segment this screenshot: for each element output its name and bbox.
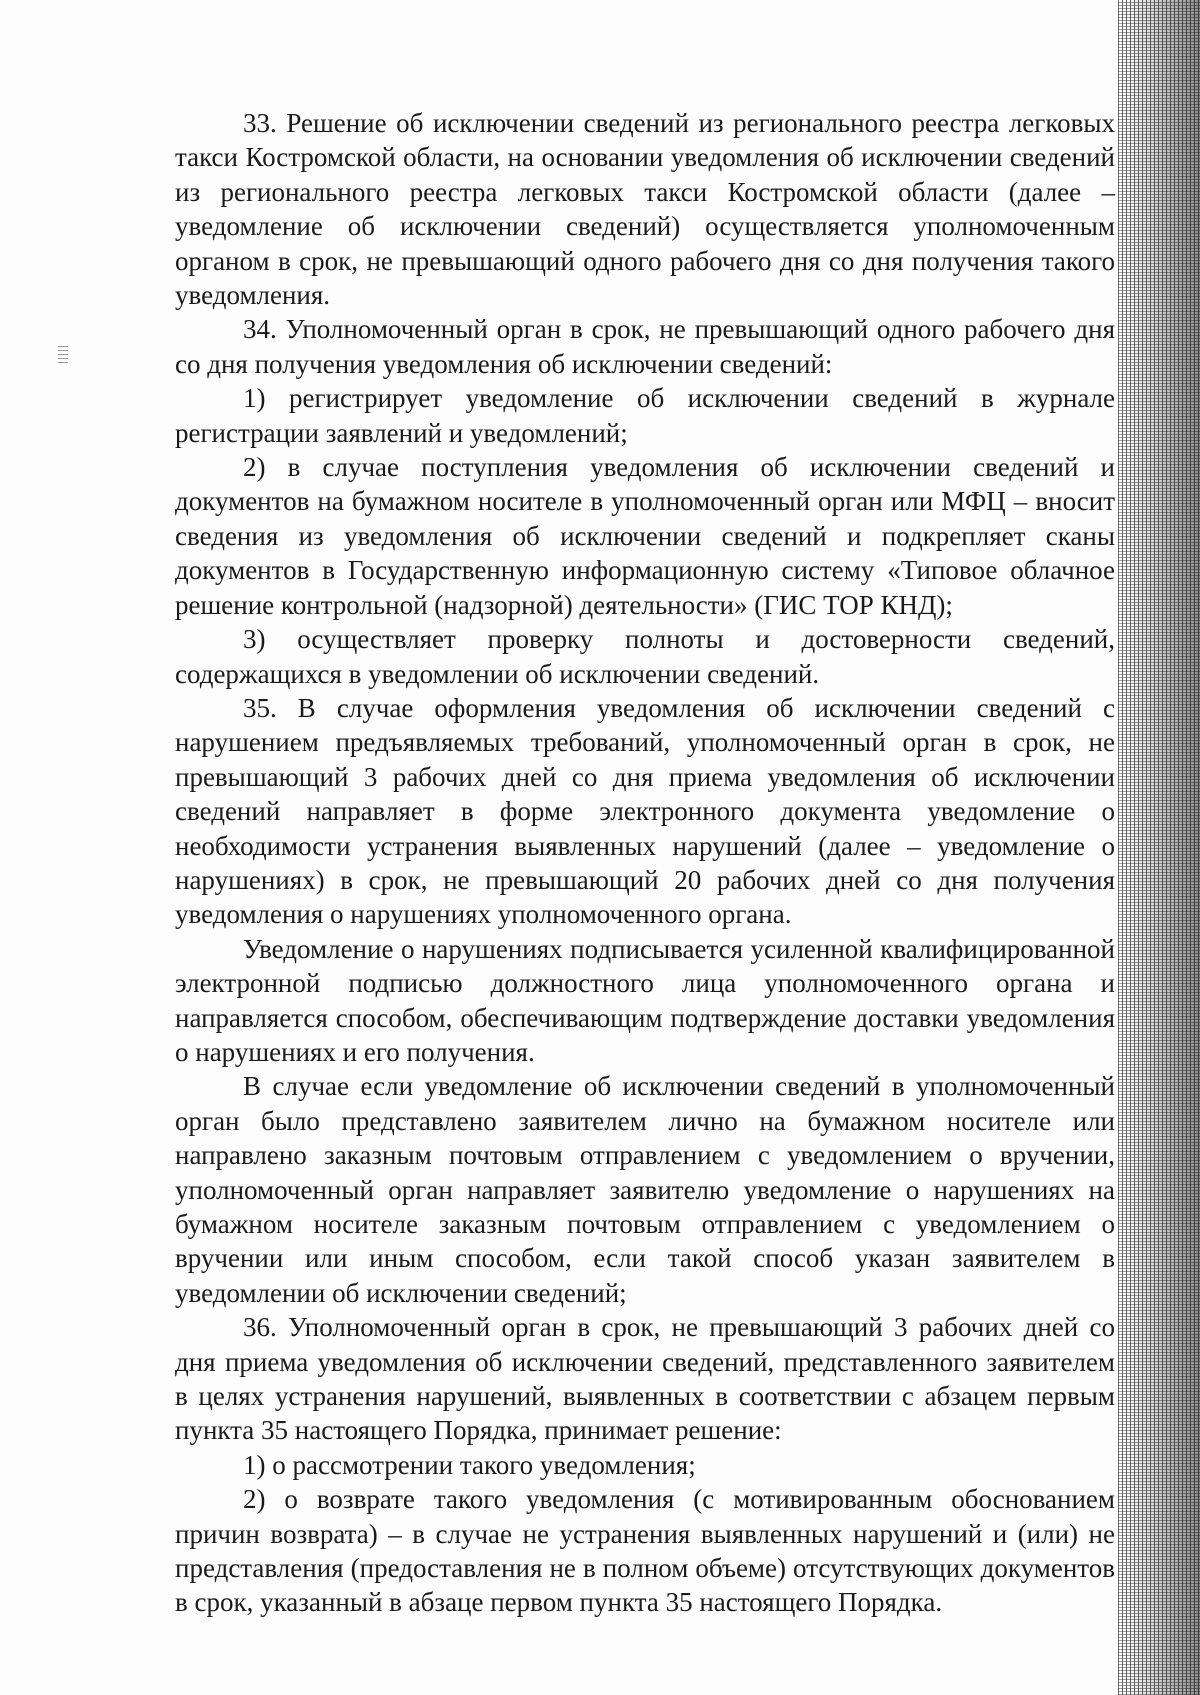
paragraph-36-item-2: 2) о возврате такого уведомления (с мотивированным обоснованием причин возврата) – в случае не устранения выявленных нарушений и (или) не представления (предоставления не в полном объеме) отсутствующих документов в срок, указанный в абзаце первом пункта 35 настоящего Порядка. <box>175 1484 1115 1618</box>
paragraph-36-item-1: 1) о рассмотрении такого уведомления; <box>243 1449 696 1480</box>
paragraph-33: 33. Решение об исключении сведений из регионального реестра легковых такси Костромской области, на основании уведомления об исключении сведений из регионального реестра легковых такси Костромской области (далее – уведомление об исключении сведений) осуществляется уполномоченным органом в срок, не превышающий одного рабочего дня со дня получения такого уведомления. <box>175 108 1115 311</box>
paragraph-35-paper-delivery: В случае если уведомление об исключении сведений в уполномоченный орган было представлено заявителем лично на бумажном носителе или направлено заказным почтовым отправлением с уведомлением о вручении, уполномоченный орган направляет заявителю уведомление о нарушениях на бумажном носителе заказным почтовым отправлением с уведомлением о вручении или иным способом, если такой способ указан заявителем в уведомлении об исключении сведений; <box>175 1071 1115 1308</box>
paragraph-34-item-3: 3) осуществляет проверку полноты и достоверности сведений, содержащихся в уведомлении об исключении сведений. <box>175 624 1115 689</box>
document-body <box>175 106 1115 1620</box>
paragraph-34-item-1: 1) регистрирует уведомление об исключении сведений в журнале регистрации заявлений и уведомлений; <box>175 383 1115 448</box>
paragraph-36: 36. Уполномоченный орган в срок, не превышающий 3 рабочих дней со дня приема уведомления об исключении сведений, представленного заявителем в целях устранения нарушений, выявленных в соответствии с абзацем первым пункта 35 настоящего Порядка, принимает решение: <box>175 1312 1115 1446</box>
scan-speck <box>58 345 68 363</box>
paragraph-34: 34. Уполномоченный орган в срок, не превышающий одного рабочего дня со дня получения уведомления об исключении сведений: <box>175 314 1115 379</box>
scan-noise-edge <box>1118 0 1200 1695</box>
paragraph-35-signature: Уведомление о нарушениях подписывается усиленной квалифицированной электронной подписью должностного лица уполномоченного органа и направляется способом, обеспечивающим подтверждение доставки уведомления о нарушениях и его получения. <box>175 933 1115 1067</box>
paragraph-34-item-2: 2) в случае поступления уведомления об исключении сведений и документов на бумажном носителе в уполномоченный орган или МФЦ – вносит сведения из уведомления об исключении сведений и подкрепляет сканы документов в Государственную информационную систему «Типовое облачное решение контрольной (надзорной) деятельности» (ГИС ТОР КНД); <box>175 452 1115 620</box>
paragraph-35: 35. В случае оформления уведомления об исключении сведений с нарушением предъявляемых требований, уполномоченный орган в срок, не превышающий 3 рабочих дней со дня приема уведомления об исключении сведений направляет в форме электронного документа уведомление о необходимости устранения выявленных нарушений (далее – уведомление о нарушениях) в срок, не превышающий 20 рабочих дней со дня получения уведомления о нарушениях уполномоченного органа. <box>175 692 1115 930</box>
